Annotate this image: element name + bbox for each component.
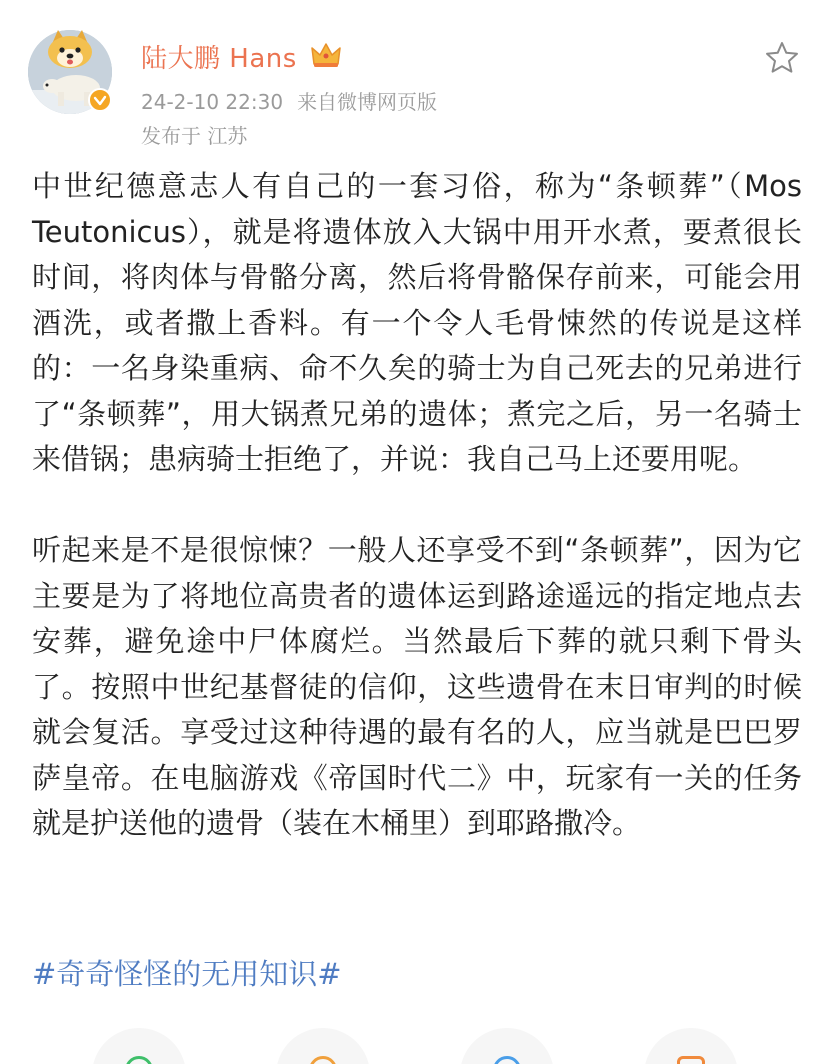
crown-icon [310, 40, 342, 70]
post-source[interactable]: 来自微博网页版 [297, 90, 438, 114]
hashtag-link[interactable]: #奇奇怪怪的无用知识# [32, 957, 342, 991]
post-content [32, 164, 802, 847]
post-location: 发布于 江苏 [141, 124, 248, 148]
paragraph-spacer [32, 483, 802, 529]
action-button-2[interactable] [276, 1028, 370, 1064]
action-bar [0, 1028, 828, 1064]
blue-round-icon [493, 1056, 521, 1064]
post-paragraph-1: 中世纪德意志人有自己的一套习俗，称为“条顿葬”（Mos Teutonicus），就是将遗体放入大锅中用开水煮，要煮很长时间，将肉体与骨骼分离，然后将骨骼保存前来，可能会用酒洗，或者撒上香料。有一个令人毛骨悚然的传说是这样的：一名身染重病、命不久矣的骑士为自己死去的兄弟进行了“条顿葬”，用大锅煮兄弟的遗体；煮完之后，另一名骑士来借锅；患病骑士拒绝了，并说：我自己马上还要用呢。 [32, 169, 802, 476]
action-button-4[interactable] [644, 1028, 738, 1064]
post-paragraph-2: 听起来是不是很惊悚？一般人还享受不到“条顿葬”，因为它主要是为了将地位高贵者的遗体运到路途遥远的指定地点去安葬，避免途中尸体腐烂。当然最后下葬的就只剩下骨头了。按照中世纪基督徒的信仰，这些遗骨在末日审判的时候就会复活。享受过这种待遇的最有名的人，应当就是巴巴罗萨皇帝。在电脑游戏《帝国时代二》中，玩家有一关的任务就是护送他的遗骨（装在木桶里）到耶路撒冷。 [32, 533, 802, 840]
action-button-3[interactable] [460, 1028, 554, 1064]
post-time: 24-2-10 22:30 [141, 90, 284, 114]
green-round-icon [125, 1056, 153, 1064]
verified-badge-icon [88, 88, 112, 112]
post-meta [141, 86, 437, 115]
username[interactable]: 陆大鹏 Hans [141, 44, 297, 74]
orange-round-icon [309, 1056, 337, 1064]
orange-square-icon [677, 1056, 705, 1064]
favorite-star-icon[interactable] [764, 40, 800, 76]
action-button-1[interactable] [92, 1028, 186, 1064]
